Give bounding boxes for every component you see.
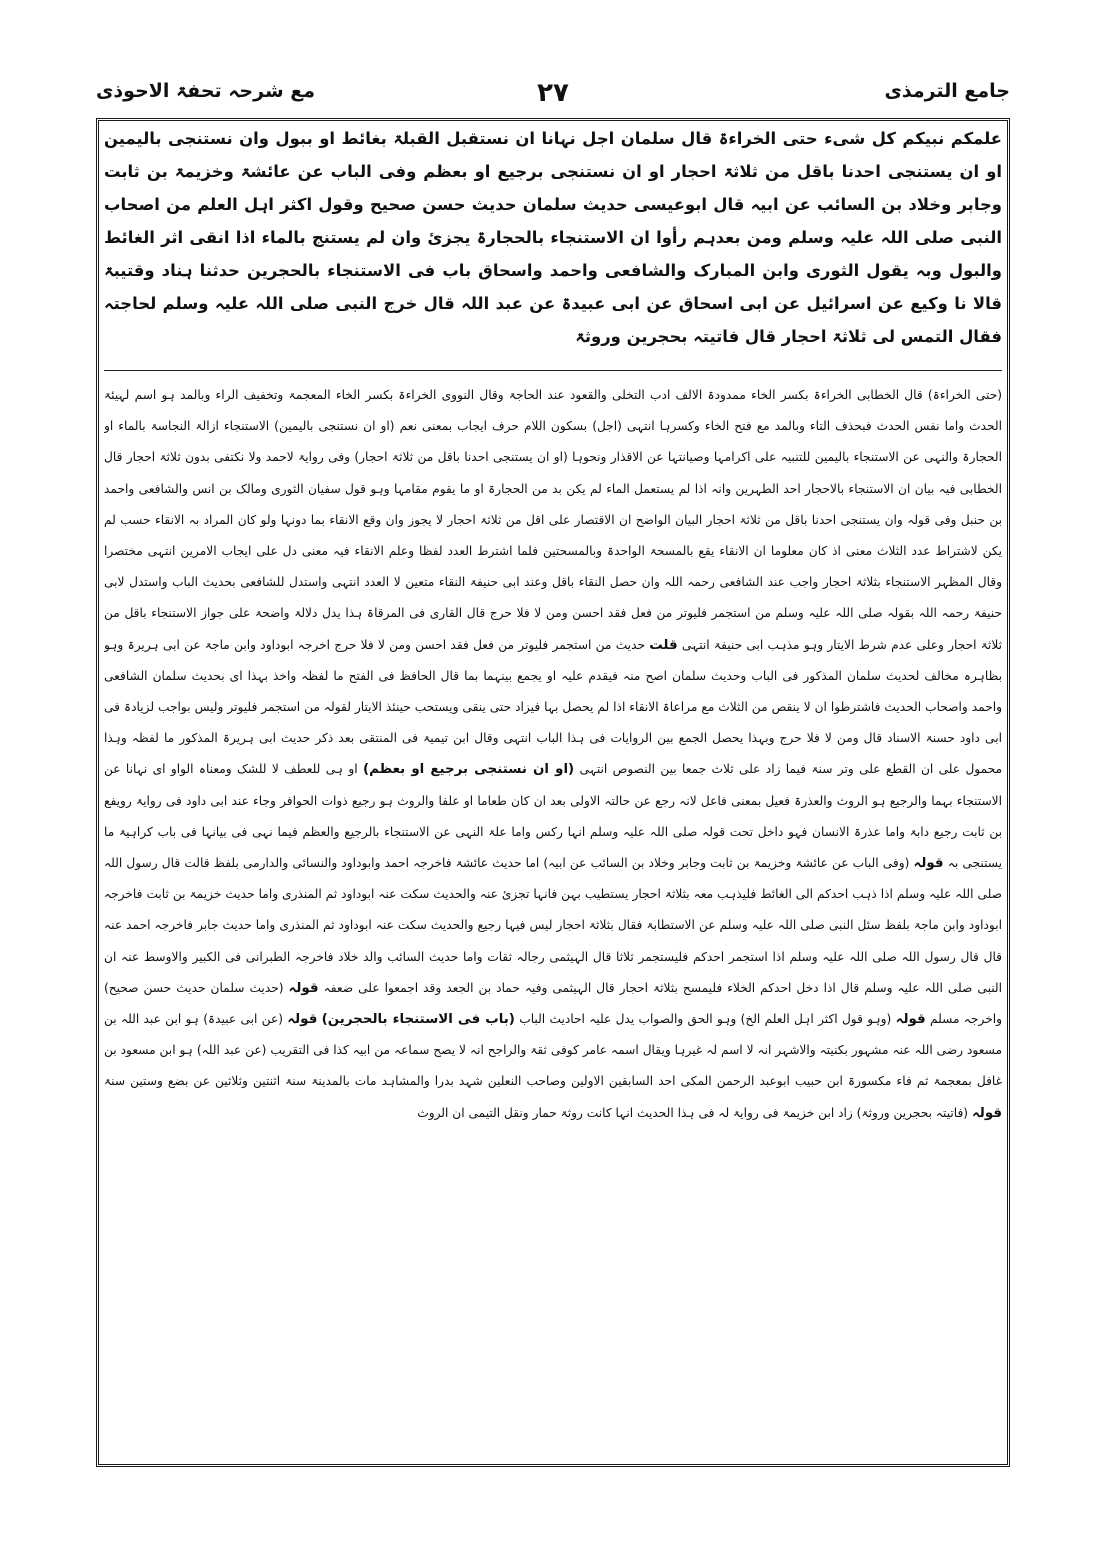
- section-divider: [104, 370, 1002, 371]
- qawlu-label-2: قولہ: [288, 980, 319, 996]
- commentary-text: [104, 380, 1002, 1462]
- commentary-para-4: (وفی الباب عن عائشۃ وخزیمۃ بن ثابت وجابر وخلاد بن السائب عن ابیہ) اما حدیث عائشۃ فاخرجہ احمد وابوداود والنسائی والدارمی بلفظ قالت قال رسول اللہ صلی اللہ علیہ وسلم اذا ذہب احدکم الی الغائط فلیذہب معہ بثلاثۃ احجار یستطیب بہن فانہا تجزئ عنہ والحدیث سکت عنہ ابوداود ثم المنذری واما حدیث خزیمۃ بن ثابت فاخرجہ ابوداود وابن ماجۃ بلفظ سئل النبی صلی اللہ علیہ وسلم عن الاستطابۃ فقال بثلاثۃ احجار لیس فیہا رجیع والحدیث سکت عنہ ابوداود ثم المنذری واما حدیث جابر فاخرجہ احمد عنہ قال قال رسول اللہ صلی اللہ علیہ وسلم اذا استجمر احدکم فلیستجمر ثلاثا قال الہیثمی رجالہ ثقات واما حدیث السائب والد خلاد فاخرجہ الطبرانی فی الکبیر والاوسط عنہ ان النبی صلی اللہ علیہ وسلم قال اذا دخل احدکم الخلاء فلیمسح بثلاثۃ احجار قال الہیثمی وفیہ حماد بن الجعد وقد اجمعوا علی ضعفہ: [104, 856, 1002, 995]
- quoted-phrase: (او ان نستنجی برجیع او بعظم): [362, 762, 575, 778]
- qawlu-label-4: قولہ: [287, 1012, 318, 1028]
- commentary-para-6: (وہو قول اکثر اہل العلم الخ) وہو الحق والصواب یدل علیہ احادیث الباب: [519, 1012, 892, 1027]
- running-header: [96, 78, 1010, 114]
- commentary-para-5: (حدیث سلمان حدیث حسن صحیح) واخرجہ مسلم: [104, 980, 1002, 1027]
- commentary-para-3: او ہی للعطف لا للشک ومعناہ الواو ای نہانا عن الاستنجاء بہما والرجیع ہو الروث والعذرۃ فعیل بمعنی فاعل لانہ رجع عن حالتہ الاولی بعد ان کان طعاما او علفا والروث ہو رجیع ذوات الحوافر وجاء عند ابی داود فی روایۃ رویفع بن ثابت رجیع دابۃ واما عذرۃ الانسان فہو داخل تحت قولہ صلی اللہ علیہ وسلم انہا رکس واما علۃ النہی عن الاستنجاء بالرجیع والعظم فیما نہی فی بیانہا فی باب کراہیۃ ما یستنجی بہ: [104, 762, 1002, 871]
- commentary-para-8: (فاتیتہ بحجرین وروثۃ) زاد ابن خزیمۃ فی روایۃ لہ فی ہذا الحدیث انہا کانت روثۃ حمار ونقل التیمی ان الروث: [417, 1105, 969, 1120]
- commentary-para-1: (حتی الخراءۃ) قال الخطابی الخراءۃ بکسر الخاء ممدودۃ الالف ادب التخلی والقعود عند الحاجۃ وقال النووی الخراءۃ بکسر الخاء المعجمۃ وتخفیف الراء وبالمد ہو اسم لہیئۃ الحدث واما نفس الحدث فبحذف التاء وبالمد مع فتح الخاء وکسرہا انتہی (اجل) بسکون اللام حرف ایجاب بمعنی نعم (او ان نستنجی بالیمین) الاستنجاء ازالۃ النجاسۃ بالماء او الحجارۃ والنہی عن الاستنجاء بالیمین للتنبیہ علی اکرامہا وصیانتہا عن الاقذار ونحوہا (او ان یستنجی احدنا باقل من ثلاثۃ احجار) وفی روایۃ لاحمد ولا نکتفی بدون ثلاثۃ احجار قال الخطابی فیہ بیان ان الاستنجاء بالاحجار احد الطہرین وانہ اذا لم یستعمل الماء لم یکن بد من الحجارۃ او ما یقوم مقامہا وہو قول سفیان الثوری ومالک بن انس والشافعی واحمد بن حنبل وفی قولہ وان یستنجی احدنا باقل من ثلاثۃ احجار البیان الواضح ان الاقتصار علی اقل من ثلاثۃ احجار لا یجوز وان وقع الانقاء بما دونہا ولو کان المراد بہ الانقاء حسب لم یکن لاشتراط عدد الثلاث معنی اذ کان معلوما ان الانقاء یقع بالمسحۃ الواحدۃ وبالمسحتین فلما اشترط العدد لفظا وعلم الانقاء فیہ معنی دل علی ایجاب الامرین انتہی مختصرا وقال المظہر الاستنجاء بثلاثۃ احجار واجب عند الشافعی رحمہ اللہ وان حصل النقاء باقل وعند ابی حنیفۃ النقاء متعین لا العدد انتہی واستدل للشافعی بحدیث الباب واستدل لابی حنیفۃ رحمہ اللہ بقولہ صلی اللہ علیہ وسلم من استجمر فلیوتر من فعل فقد احسن ومن لا فلا حرج قال القاری فی المرقاۃ ہذا یدل دلالۃ واضحۃ علی جواز الاستنجاء باقل من ثلاثۃ احجار وعلی عدم شرط الایتار وہو مذہب ابی حنیفۃ انتہی: [104, 388, 1002, 652]
- hadith-main-text: علمکم نبیکم کل شیء حتی الخراءۃ قال سلمان اجل نہانا ان نستقبل القبلۃ بغائط او ببول وان نستنجی بالیمین او ان یستنجی احدنا باقل من ثلاثۃ احجار او ان نستنجی برجیع او بعظم وفی الباب عن عائشۃ وخزیمۃ بن ثابت وجابر وخلاد بن السائب عن ابیہ قال ابوعیسی حدیث سلمان حدیث حسن صحیح وقول اکثر اہل العلم من اصحاب النبی صلی اللہ علیہ وسلم ومن بعدہم رأوا ان الاستنجاء بالحجارۃ یجزیٔ وان لم یستنج بالماء اذا انقی اثر الغائط والبول وبہ یقول الثوری وابن المبارک والشافعی واحمد واسحاق باب فی الاستنجاء بالحجرین حدثنا ہناد وقتیبۃ قالا نا وکیع عن اسرائیل عن ابی اسحاق عن ابی عبیدۃ عن عبد اللہ قال خرج النبی صلی اللہ علیہ وسلم لحاجتہ فقال التمس لی ثلاثۃ احجار قال فاتیتہ بحجرین وروثۃ: [104, 129, 1002, 346]
- qawlu-label-1: قولہ: [913, 856, 944, 872]
- book-title: جامع الترمذی: [884, 80, 1010, 102]
- qawlu-label-3: قولہ: [895, 1012, 926, 1028]
- bab-heading: (باب فی الاستنجاء بالحجرین): [321, 1012, 515, 1028]
- commentary-title: مع شرحہ تحفۃ الاحوذی: [96, 80, 315, 102]
- commentary-para-7: (عن ابی عبیدۃ) ہو ابن عبد اللہ بن مسعود رضی اللہ عنہ مشہور بکنیتہ والاشہر انہ لا اسم لہ غیرہا ویقال اسمہ عامر کوفی ثقۃ والراجح انہ لا یصح سماعہ من ابیہ کذا فی التقریب (عن عبد اللہ) ہو ابن مسعود بن غافل بمعجمۃ ثم فاء مکسورۃ ابن حبیب ابوعبد الرحمن المکی احد السابقین الاولین وصاحب النعلین شہد بدرا والمشاہد مات بالمدینۃ سنۃ اثنتین وثلاثین عن بضع وستین سنۃ: [104, 1012, 1002, 1089]
- qult-label: قلت: [649, 637, 678, 653]
- commentary-para-2: حدیث من استجمر فلیوتر من فعل فقد احسن ومن لا فلا حرج اخرجہ ابوداود وابن ماجۃ عن ابی ہریرۃ وہو بظاہرہ مخالف لحدیث سلمان المذکور فی الباب وحدیث سلمان اصح منہ فیقدم علیہ او یجمع بینہما بما قال الحافظ فی الفتح ما لفظہ واخذ بہذا ای بحدیث سلمان الشافعی واحمد واصحاب الحدیث فاشترطوا ان لا ینقص من الثلاث مع مراعاۃ الانقاء اذا لم یحصل بہا فیزاد حتی ینقی ویستحب حینئذ الایتار لقولہ من استجمر فلیوتر ولیس بواجب لزیادۃ فی ابی داود حسنۃ الاسناد قال ومن لا فلا حرج وبہذا یحصل الجمع بین الروایات فی ہذا الباب انتہی وقال ابن تیمیۃ فی المنتقی بعد ذکر حدیث ابی ہریرۃ المذکور ما لفظہ وہذا محمول علی ان القطع علی وتر سنۃ فیما زاد علی ثلاث جمعا بین النصوص انتہی: [104, 637, 1002, 777]
- page-number: ۲۷: [537, 78, 569, 108]
- qawlu-label-5: قولہ: [971, 1105, 1002, 1121]
